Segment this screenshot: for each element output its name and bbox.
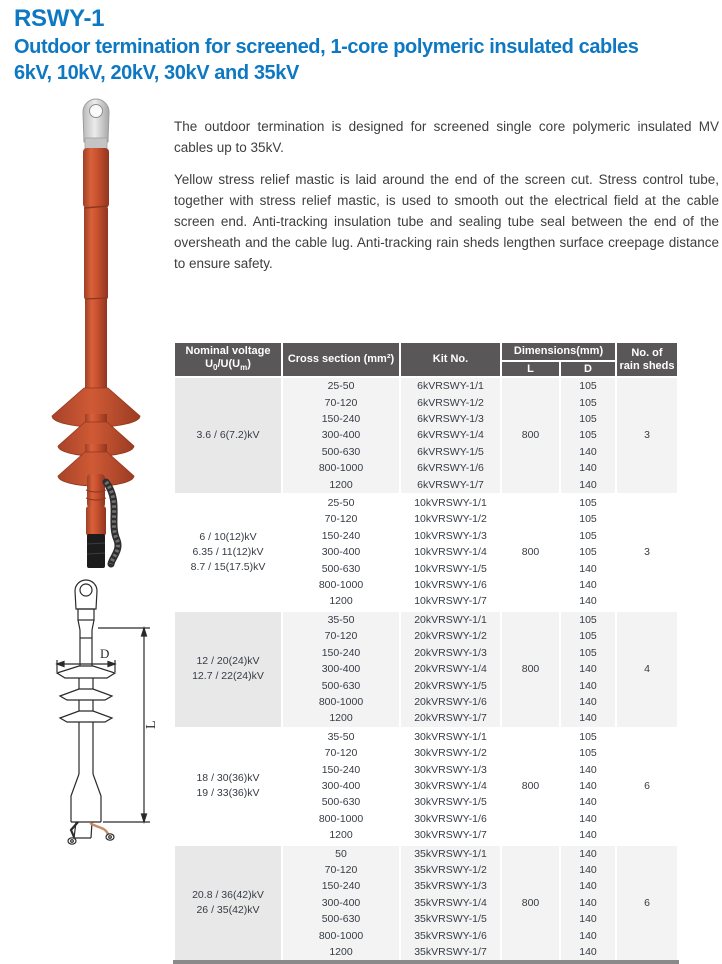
cell-kit-no: 6kVRSWY-1/6 [400,460,501,476]
cell-diameter-d: 140 [560,878,616,894]
cell-diameter-d: 140 [560,895,616,911]
header-cross-section: Cross section (mm²) [282,342,400,377]
cell-diameter-d: 140 [560,460,616,476]
cell-kit-no: 20kVRSWY-1/6 [400,694,501,710]
table-row [174,845,678,862]
cell-diameter-d: 140 [560,928,616,944]
cell-diameter-d: 140 [560,577,616,593]
cell-diameter-d: 140 [560,845,616,862]
cell-cross-section: 1200 [282,593,400,610]
cell-cross-section: 800-1000 [282,577,400,593]
cell-cross-section: 1200 [282,710,400,727]
cable-oversheath [87,534,105,568]
spec-table [173,341,679,964]
cell-cross-section: 800-1000 [282,928,400,944]
cell-diameter-d: 105 [560,628,616,644]
cell-nominal-voltage: 3.6 / 6(7.2)kV [174,377,282,494]
cell-rain-sheds: 6 [616,845,678,963]
cell-rain-sheds: 4 [616,611,678,728]
cell-kit-no: 10kVRSWY-1/5 [400,561,501,577]
cell-rain-sheds: 3 [616,377,678,494]
cell-diameter-d: 140 [560,477,616,494]
cell-kit-no: 20kVRSWY-1/7 [400,710,501,727]
table-row [174,728,678,745]
cell-cross-section: 300-400 [282,778,400,794]
cell-diameter-d: 140 [560,710,616,727]
cell-kit-no: 6kVRSWY-1/3 [400,411,501,427]
cell-cross-section: 300-400 [282,544,400,560]
cell-diameter-d: 140 [560,678,616,694]
rain-sheds [52,388,140,486]
cell-diameter-d: 105 [560,728,616,745]
header-dimensions: Dimensions(mm) [501,342,616,361]
header-dim-l: L [501,361,560,377]
cell-diameter-d: 140 [560,778,616,794]
cell-cross-section: 300-400 [282,895,400,911]
ground-braid [106,482,118,564]
cell-diameter-d: 105 [560,377,616,394]
cell-nominal-voltage: 6 / 10(12)kV 6.35 / 11(12)kV 8.7 / 15(17.5)kV [174,494,282,611]
cell-cross-section: 25-50 [282,494,400,511]
cell-cross-section: 800-1000 [282,811,400,827]
cell-length-l: 800 [501,728,560,845]
cell-cross-section: 1200 [282,944,400,962]
header-nominal-voltage: Nominal voltage $U_0/U(U_m)$ [174,342,282,377]
table-row [174,494,678,511]
cell-diameter-d: 105 [560,611,616,628]
cell-cross-section: 70-120 [282,628,400,644]
cell-cross-section: 70-120 [282,511,400,527]
cell-diameter-d: 105 [560,511,616,527]
spec-table-section [173,341,679,964]
title-block [14,4,714,86]
cell-kit-no: 6kVRSWY-1/1 [400,377,501,394]
cell-kit-no: 35kVRSWY-1/6 [400,928,501,944]
cell-diameter-d: 140 [560,794,616,810]
cell-diameter-d: 140 [560,661,616,677]
spec-table-body [174,377,678,962]
cell-length-l: 800 [501,494,560,611]
cell-cross-section: 70-120 [282,862,400,878]
header-dim-d: D [560,361,616,377]
cell-kit-no: 30kVRSWY-1/1 [400,728,501,745]
cell-diameter-d: 140 [560,593,616,610]
cell-cross-section: 25-50 [282,377,400,394]
cell-cross-section: 500-630 [282,561,400,577]
cell-kit-no: 20kVRSWY-1/3 [400,645,501,661]
dim-l-label: L [144,720,159,729]
cell-kit-no: 30kVRSWY-1/6 [400,811,501,827]
cell-kit-no: 6kVRSWY-1/2 [400,395,501,411]
cell-cross-section: 1200 [282,827,400,844]
diagram-shed [57,666,115,678]
cell-kit-no: 30kVRSWY-1/3 [400,762,501,778]
cell-kit-no: 10kVRSWY-1/6 [400,577,501,593]
cell-diameter-d: 140 [560,762,616,778]
cell-diameter-d: 105 [560,528,616,544]
cell-kit-no: 6kVRSWY-1/4 [400,427,501,443]
cell-nominal-voltage: 12 / 20(24)kV 12.7 / 22(24)kV [174,611,282,728]
cell-kit-no: 30kVRSWY-1/5 [400,794,501,810]
page-title-line2: 6kV, 10kV, 20kV, 30kV and 35kV [14,62,299,84]
cell-kit-no: 30kVRSWY-1/4 [400,778,501,794]
cell-cross-section: 150-240 [282,645,400,661]
intro-paragraph-1: The outdoor termination is designed for screened single core polymeric insulated MV cables up to 35kV. [174,119,719,155]
cell-kit-no: 35kVRSWY-1/3 [400,878,501,894]
cell-rain-sheds: 6 [616,728,678,845]
cell-cross-section: 150-240 [282,528,400,544]
cell-diameter-d: 140 [560,944,616,962]
cell-rain-sheds: 3 [616,494,678,611]
cell-diameter-d: 140 [560,862,616,878]
header-rain-sheds: No. of rain sheds [616,342,678,377]
cell-diameter-d: 105 [560,544,616,560]
cell-cross-section: 70-120 [282,745,400,761]
table-row [174,377,678,394]
cell-kit-no: 20kVRSWY-1/4 [400,661,501,677]
cell-kit-no: 10kVRSWY-1/1 [400,494,501,511]
cell-diameter-d: 105 [560,494,616,511]
dim-d-label: D [100,646,110,661]
cell-kit-no: 6kVRSWY-1/7 [400,477,501,494]
cell-diameter-d: 105 [560,411,616,427]
dimension-diagram-image [12,576,172,846]
cable-lug [83,99,109,152]
cell-kit-no: 35kVRSWY-1/4 [400,895,501,911]
page-title-line1: Outdoor termination for screened, 1-core polymeric insulated cables [14,36,639,58]
cell-cross-section: 500-630 [282,911,400,927]
cell-cross-section: 150-240 [282,878,400,894]
anti-tracking-tube [83,148,109,390]
cell-diameter-d: 140 [560,827,616,844]
cell-diameter-d: 105 [560,395,616,411]
product-photo [22,98,170,570]
header-kit-no: Kit No. [400,342,501,377]
cell-cross-section: 50 [282,845,400,862]
cell-kit-no: 35kVRSWY-1/1 [400,845,501,862]
cell-cross-section: 500-630 [282,444,400,460]
table-row [174,611,678,628]
cell-cross-section: 1200 [282,477,400,494]
cell-kit-no: 10kVRSWY-1/7 [400,593,501,610]
cell-kit-no: 35kVRSWY-1/2 [400,862,501,878]
cell-kit-no: 30kVRSWY-1/7 [400,827,501,844]
cell-diameter-d: 140 [560,811,616,827]
cell-cross-section: 300-400 [282,661,400,677]
cell-diameter-d: 140 [560,561,616,577]
cell-cross-section: 150-240 [282,762,400,778]
cell-kit-no: 20kVRSWY-1/1 [400,611,501,628]
dimension-diagram [12,576,172,846]
cell-kit-no: 20kVRSWY-1/2 [400,628,501,644]
cell-diameter-d: 105 [560,645,616,661]
product-photo-image [22,98,170,570]
cell-diameter-d: 140 [560,444,616,460]
cell-length-l: 800 [501,611,560,728]
cell-cross-section: 300-400 [282,427,400,443]
cell-nominal-voltage: 20.8 / 36(42)kV 26 / 35(42)kV [174,845,282,963]
cell-length-l: 800 [501,845,560,963]
cell-kit-no: 35kVRSWY-1/5 [400,911,501,927]
cell-cross-section: 70-120 [282,395,400,411]
cell-cross-section: 35-50 [282,611,400,628]
cell-cross-section: 500-630 [282,678,400,694]
cell-kit-no: 6kVRSWY-1/5 [400,444,501,460]
intro-text [174,116,719,285]
cell-kit-no: 35kVRSWY-1/7 [400,944,501,962]
cell-kit-no: 10kVRSWY-1/4 [400,544,501,560]
cell-diameter-d: 105 [560,745,616,761]
cell-cross-section: 800-1000 [282,694,400,710]
cell-kit-no: 10kVRSWY-1/3 [400,528,501,544]
cell-kit-no: 10kVRSWY-1/2 [400,511,501,527]
cell-kit-no: 30kVRSWY-1/2 [400,745,501,761]
cell-kit-no: 20kVRSWY-1/5 [400,678,501,694]
cell-cross-section: 150-240 [282,411,400,427]
cell-length-l: 800 [501,377,560,494]
cell-cross-section: 800-1000 [282,460,400,476]
cell-nominal-voltage: 18 / 30(36)kV 19 / 33(36)kV [174,728,282,845]
cell-diameter-d: 105 [560,427,616,443]
product-code: RSWY-1 [14,5,105,32]
cell-cross-section: 500-630 [282,794,400,810]
intro-paragraph-2: Yellow stress relief mastic is laid around the end of the screen cut. Stress control tube, together with stress relief mastic, is used to smooth out the electrical field at the cable screen end. Anti-tracking insulation tube and sealing tube seal between the end of the oversheath and the cable lug. Anti-tracking rain sheds lengthen surface creepage distance to ensure safety. [174,172,719,271]
cell-cross-section: 35-50 [282,728,400,745]
cell-diameter-d: 140 [560,911,616,927]
cell-diameter-d: 140 [560,694,616,710]
